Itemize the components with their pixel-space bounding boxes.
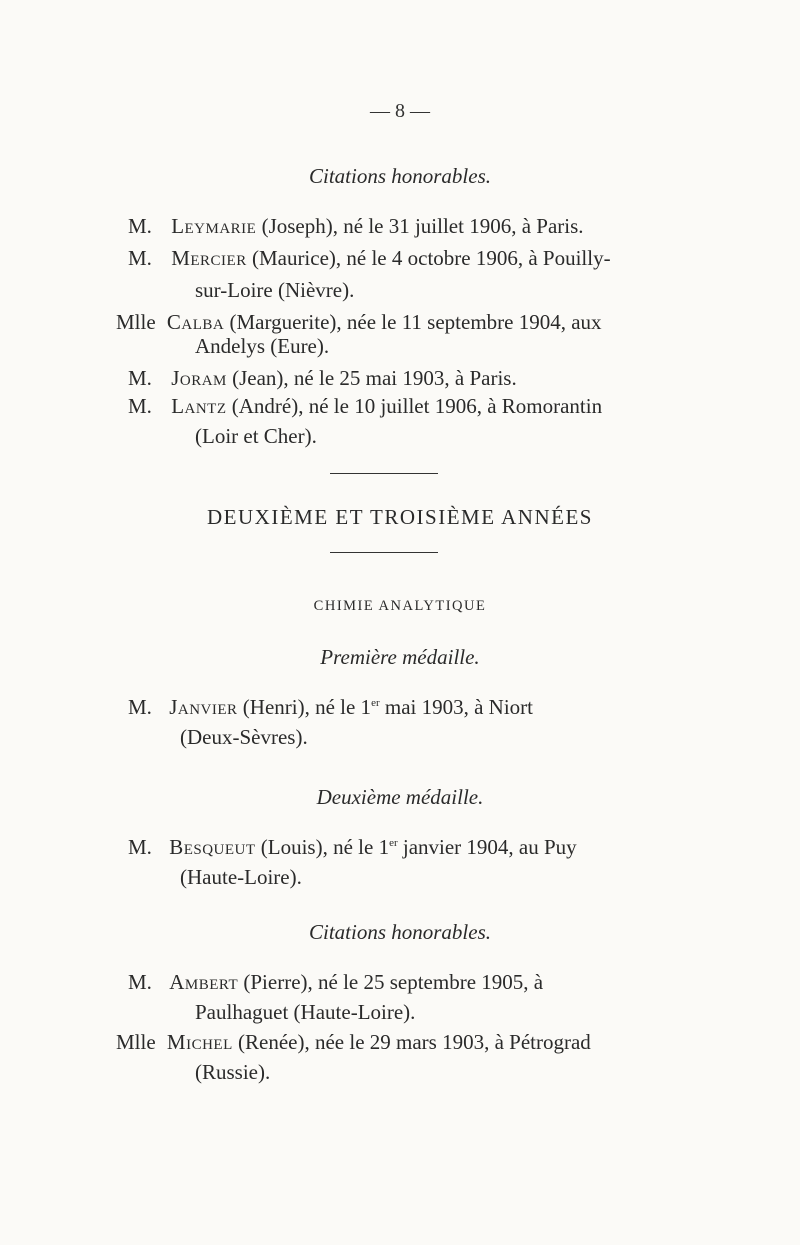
entry-name: Ambert [169,970,239,994]
entry-mercier [128,246,611,271]
entry-line: (Louis), né le 1 [260,835,390,859]
entry-continuation: (Deux-Sèvres). [180,725,308,749]
entry-name: Lantz [171,394,227,418]
entry-janvier [128,695,533,720]
divider-rule [330,552,438,553]
entry-line: (Marguerite), née le 11 septembre 1904, aux [229,310,602,334]
subheading: CHIMIE ANALYTIQUE [313,598,487,614]
entry-title: M. [128,835,152,859]
entry-line-end: mai 1903, à Niort [379,695,533,719]
entry-title: M. [128,970,152,994]
entry-name: Besqueut [169,835,256,859]
medal-heading-first: Première médaille. [320,645,480,669]
entry-name: Joram [171,366,227,390]
entry-calba [116,310,602,335]
entry-ambert [128,970,543,995]
entry-line: (André), né le 10 juillet 1906, à Romorantin [231,394,603,418]
entry-line: (Jean), né le 25 mai 1903, à Paris. [232,366,517,390]
entry-title: M. [128,394,152,418]
entry-name: Janvier [169,695,238,719]
entry-title: M. [128,214,152,238]
entry-title: Mlle [116,310,156,334]
entry-continuation: (Loir et Cher). [195,424,317,448]
entry-continuation: Andelys (Eure). [195,334,330,358]
section-heading-citations-2: Citations honorables. [308,920,492,944]
entry-name: Mercier [171,246,247,270]
page-number: — 8 — [370,100,430,122]
entry-name: Leymarie [171,214,257,238]
entry-line: (Henri), né le 1 [242,695,372,719]
entry-continuation: (Russie). [195,1060,271,1084]
entry-title: M. [128,366,152,390]
entry-line: (Joseph), né le 31 juillet 1906, à Paris. [261,214,584,238]
entry-leymarie [128,214,584,239]
entry-continuation: sur-Loire (Nièvre). [195,278,355,302]
entry-besqueut [128,835,577,860]
entry-continuation: (Haute-Loire). [180,865,302,889]
entry-sup: er [389,837,398,849]
entry-line: (Maurice), né le 4 octobre 1906, à Pouilly- [251,246,611,270]
entry-line: (Renée), née le 29 mars 1903, à Pétrograd [238,1030,591,1054]
entry-michel [116,1030,591,1055]
entry-line: (Pierre), né le 25 septembre 1905, à [243,970,544,994]
section-heading-citations: Citations honorables. [308,164,492,188]
entry-title: Mlle [116,1030,156,1054]
main-heading: DEUXIÈME ET TROISIÈME ANNÉES [207,505,593,529]
entry-title: M. [128,246,152,270]
entry-sup: er [371,697,380,709]
entry-title: M. [128,695,152,719]
entry-name: Michel [166,1030,233,1054]
entry-name: Calba [166,310,225,334]
medal-heading-second: Deuxième médaille. [316,785,484,809]
entry-continuation: Paulhaguet (Haute-Loire). [195,1000,416,1024]
entry-lantz [128,394,602,419]
entry-joram [128,366,517,391]
divider-rule [330,473,438,474]
entry-line-end: janvier 1904, au Puy [397,835,577,859]
